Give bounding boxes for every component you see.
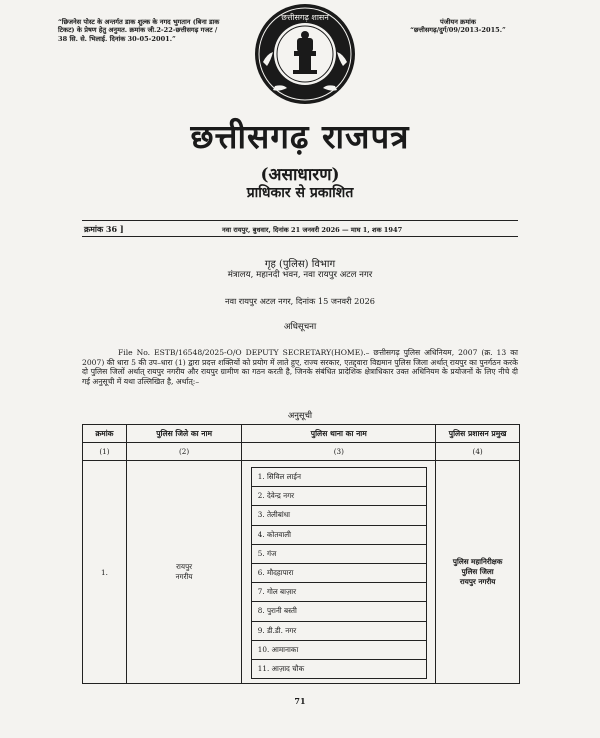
column-number: (2) xyxy=(126,443,241,461)
header-district: पुलिस जिले का नाम xyxy=(126,425,241,443)
header-chief: पुलिस प्रशासन प्रमुख xyxy=(436,425,520,443)
chief-line: पुलिस जिला xyxy=(461,567,494,577)
district-cell xyxy=(126,461,241,684)
district-name-line: नगरीय xyxy=(175,572,193,582)
header-serial: क्रमांक xyxy=(83,425,127,443)
table-header-row xyxy=(83,425,520,443)
issue-date: नवा रायपुर, बुधवार, दिनांक 21 जनवरी 2026 — माघ 1, शक 1947 xyxy=(222,226,403,234)
serial-cell: 1. xyxy=(83,461,127,684)
column-number: (1) xyxy=(83,443,127,461)
bottom-rule xyxy=(82,236,518,237)
chief-line: पुलिस महानिरीक्षक xyxy=(452,557,503,567)
list-item: 2. देवेन्द्र नगर xyxy=(251,487,426,506)
list-item: 11. आज़ाद चौक xyxy=(251,659,426,678)
list-item: 1. सिविल लाईन xyxy=(251,468,426,487)
list-item: 9. डी.डी. नगर xyxy=(251,621,426,640)
list-item: 4. कोतवाली xyxy=(251,525,426,544)
stations-list xyxy=(251,467,427,679)
gazette-authority: प्राधिकार से प्रकाशित xyxy=(246,185,354,201)
issue-number: क्रमांक 36 ] xyxy=(84,224,124,234)
emblem-text: छत्तीसगढ़ शासन xyxy=(281,13,329,22)
department-address: मंत्रालय, महानदी भवन, नवा रायपुर अटल नगर xyxy=(227,270,373,280)
list-item: 6. मौदहापारा xyxy=(251,563,426,582)
registration-label: पंजीयन क्रमांक xyxy=(440,18,476,26)
state-emblem-logo xyxy=(253,2,357,106)
chief-cell xyxy=(436,461,520,684)
list-item: 8. पुरानी बस्ती xyxy=(251,602,426,621)
page-number: 71 xyxy=(294,696,306,706)
list-item: 7. गोल बाज़ार xyxy=(251,583,426,602)
notice-heading: अधिसूचना xyxy=(283,322,317,332)
header-station: पुलिस थाना का नाम xyxy=(242,425,436,443)
department-name: गृह (पुलिस) विभाग xyxy=(264,259,336,270)
column-number: (3) xyxy=(242,443,436,461)
table-row xyxy=(83,461,520,684)
list-item: 10. आमानाका xyxy=(251,640,426,659)
chief-line: रायपुर नगरीय xyxy=(459,577,496,587)
stations-cell xyxy=(242,461,436,684)
list-item: 5. गंज xyxy=(251,544,426,563)
place-date: नवा रायपुर अटल नगर, दिनांक 15 जनवरी 2026 xyxy=(224,296,375,306)
district-name-line: रायपुर xyxy=(176,562,193,572)
schedule-heading: अनुसूची xyxy=(287,410,313,420)
postal-note: “छिजनेस पोस्ट के अन्तर्गत डाक शुल्क के नगद भुगतान (बिना डाक टिकट) के प्रेषण हेतु अनुमत. क्रमांक जी.2-22-छत्तीसगढ़ गजट / 38 सि. से. भिलाई. दिनांक 30-05-2001.” xyxy=(58,18,220,43)
gazette-title: छत्तीसगढ़ राजपत्र xyxy=(190,117,410,156)
gazette-subtitle: (असाधारण) xyxy=(260,165,340,185)
notice-body: File No. ESTB/16548/2025-O/O DEPUTY SECRETARY(HOME).– छत्तीसगढ़ पुलिस अधिनियम, 2007 (क्र. 13 का 2007) की धारा 5 की उप–धारा (1) द्वारा प्रदत्त शक्तियों को प्रयोग में लाते हुए, राज्य सरकार, एतद्द्वारा विद्यमान पुलिस जिला अर्थात् रायपुर का पुनर्गठन करके दो पुलिस जिलों अर्थात् रायपुर नगरीय और रायपुर ग्रामीण का गठन करती है, जिनके संबंधित प्रादेशिक क्षेत्राधिकार उक्त अधिनियम के प्रयोजनों के लिए नीचे दी गई अनुसूची में यथा उल्लिखित है, अर्थात्:– xyxy=(82,348,518,386)
column-number-row xyxy=(83,443,520,461)
registration-number: “छत्तीसगढ़/दुर्ग/09/2013-2015.” xyxy=(410,26,506,35)
schedule-table xyxy=(82,424,520,684)
registration-block xyxy=(384,18,532,35)
top-rule xyxy=(82,220,518,221)
column-number: (4) xyxy=(436,443,520,461)
list-item: 3. तेलीबांधा xyxy=(251,506,426,525)
